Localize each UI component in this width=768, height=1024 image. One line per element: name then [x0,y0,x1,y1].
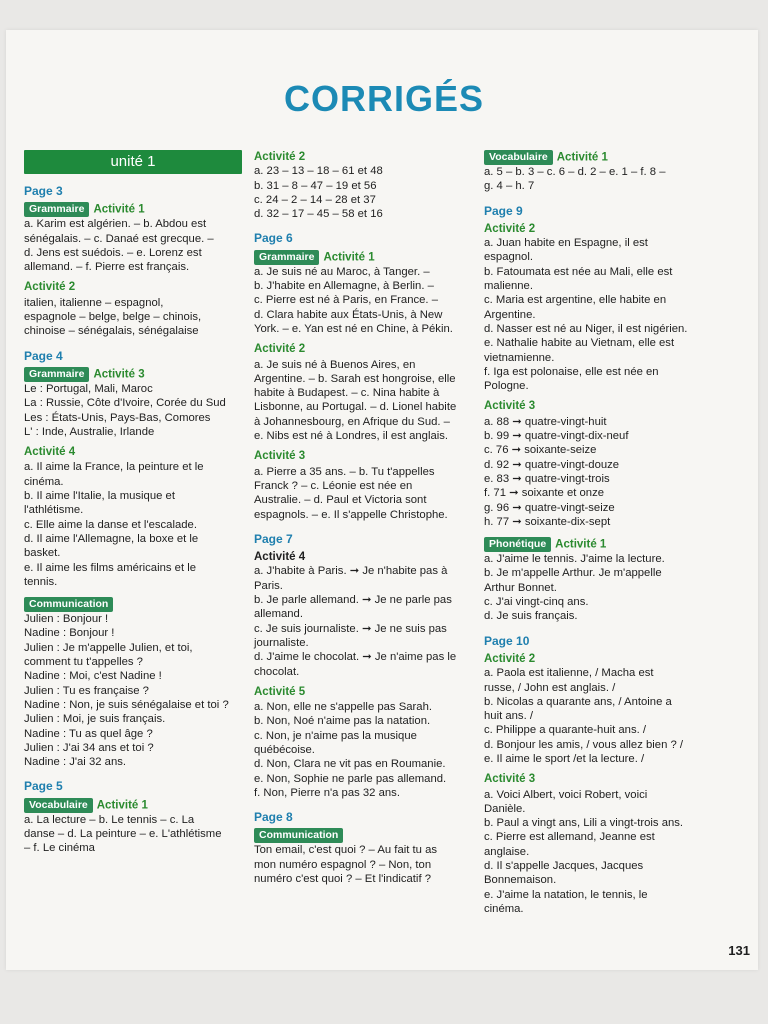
text-line: Julien : Je m'appelle Julien, et toi, [24,641,193,654]
text-line: cinéma. [484,902,524,915]
text-line: d. Je suis français. [484,610,578,623]
answer-block [24,296,242,339]
answer-block [484,788,706,917]
text-line: c. J'ai vingt-cinq ans. [484,596,589,609]
answer-block [484,666,706,766]
answer-block [254,265,472,336]
unit-banner: unité 1 [24,150,242,174]
text-line: Ton email, c'est quoi ? – Au fait tu as [254,844,438,857]
text-line: f. Iga est polonaise, elle est née en [484,365,659,378]
text-line: d. Il aime l'Allemagne, la boxe et le [24,532,199,545]
text-line: a. J'aime le tennis. J'aime la lecture. [484,553,665,566]
activity-heading: Activité 2 [254,343,306,356]
text-line: Julien : Tu es française ? [24,684,149,697]
activity-heading: Activité 3 [484,773,536,786]
text-line: a. Je suis né au Maroc, à Tanger. – [254,265,430,278]
answer-block [484,415,706,529]
answer-block [24,382,242,439]
column-2 [254,150,472,888]
text-line: danse – d. La peinture – e. L'athlétisme [24,827,222,840]
text-line: b. Fatoumata est née au Mali, elle est [484,265,673,278]
text-line: d. Non, Clara ne vit pas en Roumanie. [254,758,446,771]
text-line: chocolat. [254,665,300,678]
text-line: l'athlétisme. [24,504,84,517]
text-line: Paris. [254,579,283,592]
text-line: Julien : Moi, je suis français. [24,713,166,726]
text-line: espagnole – belge, belge – chinois, [24,311,202,324]
page-heading: Page 5 [24,779,63,794]
vocabulaire-badge: Vocabulaire [484,150,553,165]
text-line: malienne. [484,280,533,293]
page-heading: Page 6 [254,231,293,246]
activity-heading: Activité 3 [254,450,306,463]
answer-block [254,843,472,886]
text-line: Nadine : Tu as quel âge ? [24,727,153,740]
text-line: anglaise. [484,845,530,858]
answer-block [254,358,472,444]
phonetique-badge: Phonétique [484,537,551,552]
text-line: b. 31 – 8 – 47 – 19 et 56 [254,179,377,192]
grammaire-badge: Grammaire [24,202,89,217]
text-line: Nadine : Bonjour ! [24,627,115,640]
page-title: CORRIGÉS [283,78,485,119]
text-line: a. Je suis né à Buenos Aires, en [254,358,416,371]
text-line: vietnamienne. [484,351,555,364]
text-line: huit ans. / [484,710,533,723]
text-line: Nadine : J'ai 32 ans. [24,756,127,769]
text-line: c. Pierre est allemand, Jeanne est [484,831,655,844]
text-line: c. 24 – 2 – 14 – 28 et 37 [254,193,376,206]
text-line: Franck ? – c. Léonie est née en [254,479,413,492]
text-line: York. – e. Yan est né en Chine, à Pékin. [254,322,453,335]
activity-heading: Activité 1 [556,151,608,164]
text-line: Argentine. [484,308,536,321]
text-line: a. 88 ➞ quatre-vingt-huit [484,415,607,428]
text-line: québécoise. [254,743,315,756]
page-heading: Page 3 [24,184,63,198]
text-line: comment tu t'appelles ? [24,656,143,669]
text-line: Pologne. [484,380,529,393]
text-line: b. Je m'appelle Arthur. Je m'appelle [484,567,662,580]
text-line: basket. [24,547,61,560]
text-line: e. Nathalie habite au Vietnam, elle est [484,337,675,350]
text-line: sénégalais. – c. Danaé est grecque. – [24,232,214,245]
text-line: espagnols. – e. Il s'appelle Christophe. [254,508,448,521]
text-line: allemand. [254,608,303,621]
activity-heading: Activité 1 [93,203,145,216]
text-line: L' : Inde, Australie, Irlande [24,425,155,438]
text-line: Nadine : Non, je suis sénégalaise et toi ? [24,698,229,711]
text-line: Les : États-Unis, Pays-Bas, Comores [24,411,211,424]
text-line: journaliste. [254,636,309,649]
text-line: a. Voici Albert, voici Robert, voici [484,788,648,801]
answer-block [484,165,706,194]
activity-heading: Activité 2 [484,652,536,665]
text-line: f. Non, Pierre n'a pas 32 ans. [254,786,400,799]
text-line: à Johannesbourg, en Afrique du Sud. – [254,415,450,428]
column-3 [484,150,706,918]
text-line: g. 4 – h. 7 [484,180,535,193]
text-line: Australie. – d. Paul et Victoria sont [254,494,427,507]
activity-heading: Activité 2 [484,222,536,235]
text-line: Nadine : Moi, c'est Nadine ! [24,670,162,683]
activity-heading: Activité 3 [484,400,536,413]
text-line: b. Nicolas a quarante ans, / Antoine a [484,695,672,708]
text-line: Bonnemaison. [484,874,557,887]
answer-block [24,217,242,274]
page-heading: Page 8 [254,810,293,825]
text-line: b. Je parle allemand. ➞ Je ne parle pas [254,594,452,607]
text-line: d. 92 ➞ quatre-vingt-douze [484,458,620,471]
text-line: Julien : J'ai 34 ans et toi ? [24,741,154,754]
text-line: h. 77 ➞ soixante-dix-sept [484,515,611,528]
answer-block [254,164,472,221]
activity-heading: Activité 1 [96,799,148,812]
text-line: a. J'habite à Paris. ➞ Je n'habite pas à [254,565,448,578]
column-1 [24,150,242,858]
text-line: f. 71 ➞ soixante et onze [484,487,604,500]
text-line: numéro c'est quoi ? – Et l'indicatif ? [254,873,431,886]
text-line: Julien : Bonjour ! [24,613,109,626]
page-heading: Page 4 [24,348,63,363]
text-line: b. J'habite en Allemagne, à Berlin. – [254,280,434,293]
text-line: d. Jens est suédois. – e. Lorenz est [24,246,202,259]
answer-block [254,700,472,800]
page-heading: Page 9 [484,203,523,218]
text-line: e. Il aime le sport /et la lecture. / [484,752,645,765]
text-line: c. Elle aime la danse et l'escalade. [24,518,197,531]
text-line: mon numéro espagnol ? – Non, ton [254,858,432,871]
text-line: a. Paola est italienne, / Macha est [484,667,654,680]
page-number: 131 [728,943,750,958]
text-line: g. 96 ➞ quatre-vingt-seize [484,501,615,514]
answer-block [484,552,706,623]
communication-badge: Communication [254,828,343,843]
text-line: chinoise – sénégalais, sénégalaise [24,325,199,338]
text-line: Argentine. – b. Sarah est hongroise, elle [254,372,456,385]
activity-heading: Activité 2 [24,281,76,294]
activity-heading: Activité 2 [254,151,306,163]
communication-badge: Communication [24,597,113,612]
text-line: Le : Portugal, Mali, Maroc [24,382,153,395]
answer-block [254,465,472,522]
text-line: habite à Budapest. – c. Nina habite à [254,387,440,400]
text-line: c. Je suis journaliste. ➞ Je ne suis pas [254,622,447,635]
text-line: cinéma. [24,475,64,488]
text-line: b. Non, Noé n'aime pas la natation. [254,715,431,728]
text-line: espagnol. [484,251,533,264]
page-heading: Page 7 [254,531,293,546]
text-line: a. La lecture – b. Le tennis – c. La [24,813,195,826]
text-line: c. Non, je n'aime pas la musique [254,729,417,742]
text-line: c. Maria est argentine, elle habite en [484,294,667,307]
text-line: e. Non, Sophie ne parle pas allemand. [254,772,447,785]
activity-heading: Activité 4 [24,446,76,459]
activity-heading: Activité 4 [254,551,306,564]
text-line: c. Philippe a quarante-huit ans. / [484,724,647,737]
text-line: a. Juan habite en Espagne, il est [484,237,648,250]
text-line: e. Nibs est né à Londres, il est anglais. [254,430,449,443]
text-line: d. Bonjour les amis, / vous allez bien ? / [484,738,684,751]
text-line: b. Paul a vingt ans, Lili a vingt-trois ans. [484,817,684,830]
text-line: e. Il aime les films américains et le [24,561,197,574]
grammaire-badge: Grammaire [254,250,319,265]
answer-block [484,236,706,393]
text-line: d. 32 – 17 – 45 – 58 et 16 [254,208,383,221]
answer-block [24,813,242,856]
text-line: e. 83 ➞ quatre-vingt-trois [484,472,610,485]
text-line: c. 76 ➞ soixante-seize [484,444,597,457]
text-line: e. J'aime la natation, le tennis, le [484,888,648,901]
activity-heading: Activité 1 [323,251,375,264]
text-line: d. Clara habite aux États-Unis, à New [254,308,443,321]
page-heading: Page 10 [484,633,530,648]
text-line: a. Karim est algérien. – b. Abdou est [24,218,207,231]
text-line: b. 99 ➞ quatre-vingt-dix-neuf [484,430,629,443]
text-line: – f. Le cinéma [24,842,95,855]
activity-heading: Activité 3 [93,368,145,381]
text-line: a. Non, elle ne s'appelle pas Sarah. [254,701,433,714]
text-line: a. Il aime la France, la peinture et le [24,461,204,474]
dialogue-block [24,612,242,769]
text-line: allemand. – f. Pierre est français. [24,261,190,274]
text-line: Lisbonne, au Portugal. – d. Lionel habite [254,401,457,414]
text-line: Arthur Bonnet. [484,581,557,594]
answer-block [24,460,242,589]
text-line: d. Nasser est né au Niger, il est nigérien. [484,322,688,335]
text-line: d. J'aime le chocolat. ➞ Je n'aime pas le [254,651,457,664]
text-line: c. Pierre est né à Paris, en France. – [254,294,438,307]
activity-heading: Activité 5 [254,685,306,698]
vocabulaire-badge: Vocabulaire [24,798,93,813]
text-line: russe, / John est anglais. / [484,681,616,694]
grammaire-badge: Grammaire [24,367,89,382]
text-line: Danièle. [484,802,526,815]
text-line: d. Il s'appelle Jacques, Jacques [484,860,644,873]
text-line: tennis. [24,575,58,588]
text-line: a. Pierre a 35 ans. – b. Tu t'appelles [254,465,435,478]
answer-block [254,564,472,678]
text-line: a. 5 – b. 3 – c. 6 – d. 2 – e. 1 – f. 8 – [484,166,666,178]
activity-heading: Activité 1 [555,538,607,551]
text-line: italien, italienne – espagnol, [24,296,164,309]
text-line: a. 23 – 13 – 18 – 61 et 48 [254,165,383,178]
text-line: b. Il aime l'Italie, la musique et [24,490,175,503]
text-line: La : Russie, Côte d'Ivoire, Corée du Sud [24,397,226,410]
